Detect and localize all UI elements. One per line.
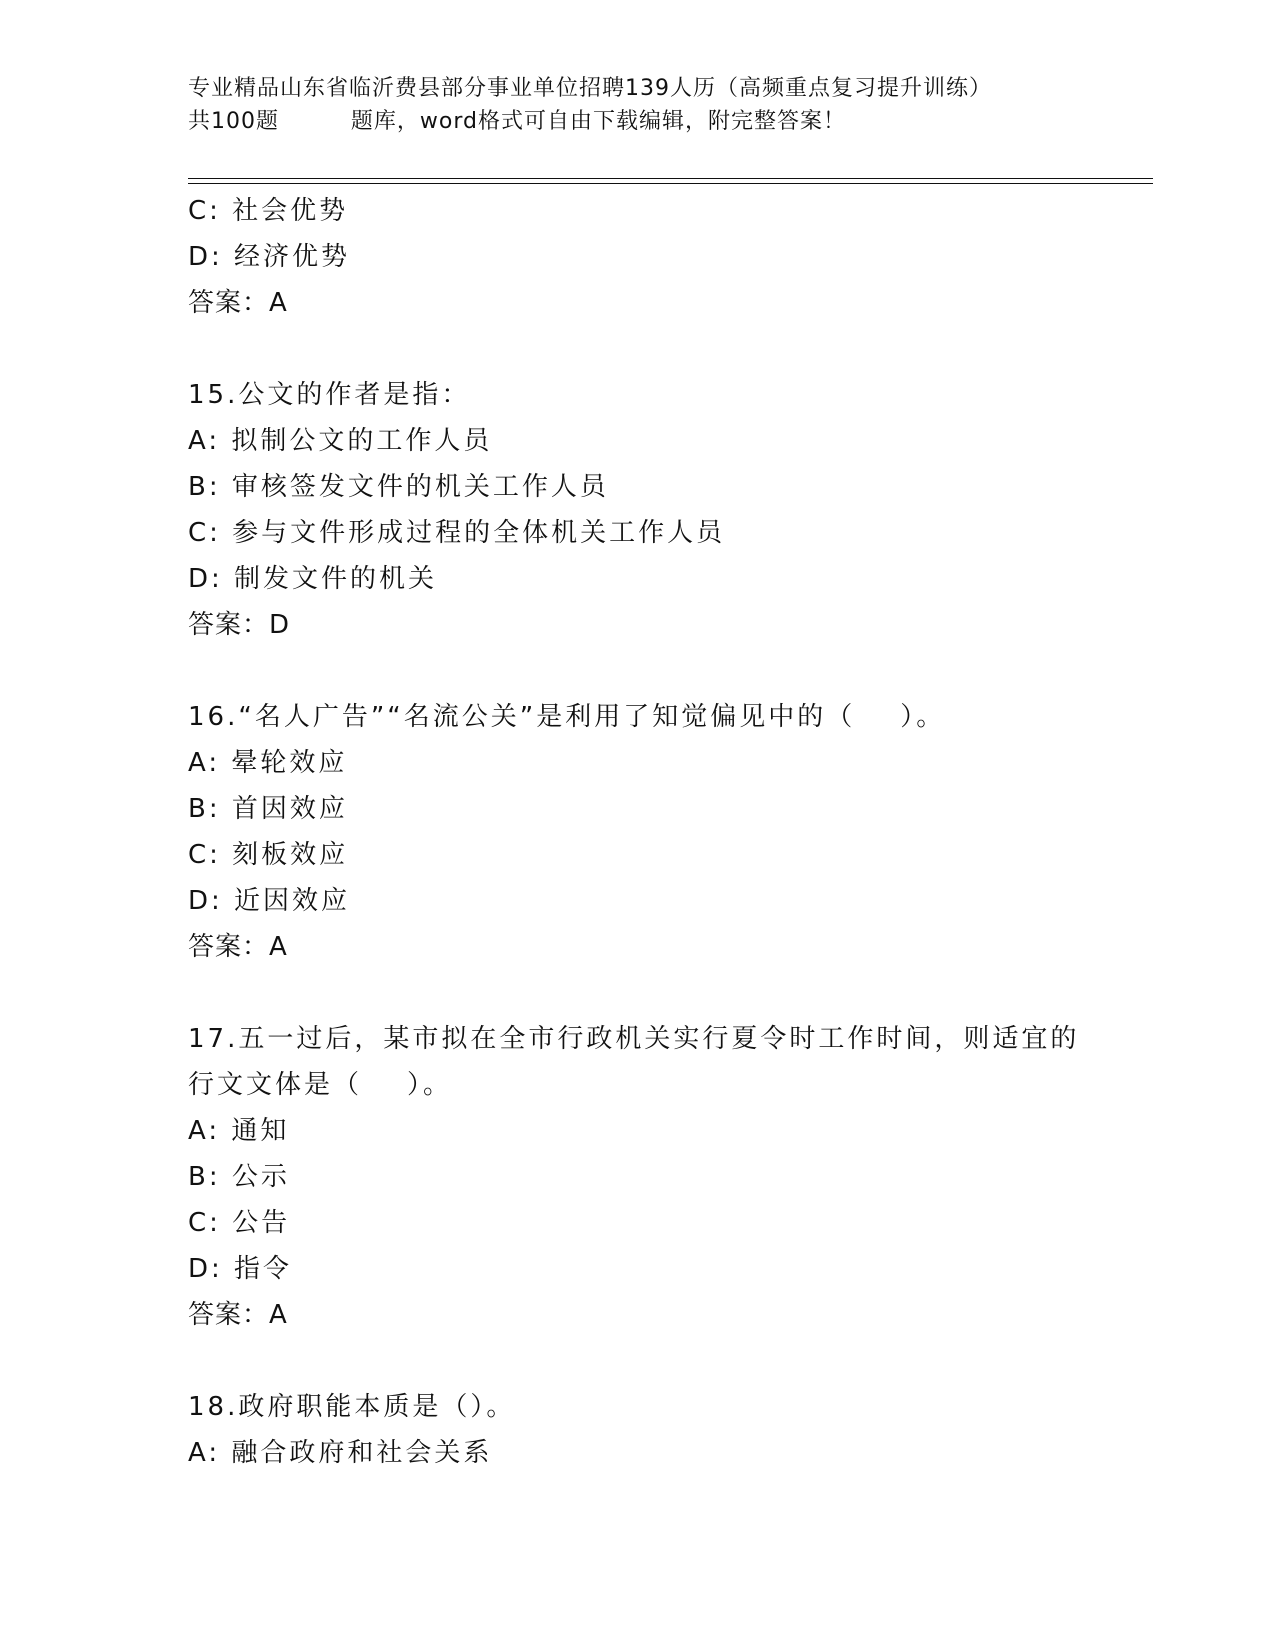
question-block-18	[188, 1384, 1088, 1476]
question-text: 16.“名人广告”“名流公关”是利用了知觉偏见中的（ ）。	[188, 702, 946, 732]
question-text: 15.公文的作者是指：	[188, 380, 471, 410]
answer-line: 答案：A	[188, 288, 288, 318]
question-block-14	[188, 188, 1088, 326]
question-text: 18.政府职能本质是（）。	[188, 1392, 516, 1422]
header-divider-second	[188, 183, 1153, 184]
question-text-continued: 行文文体是（ ）。	[188, 1070, 453, 1100]
question-block-16	[188, 694, 1088, 970]
spacer	[188, 970, 1088, 1016]
option-c: C: 刻板效应	[188, 840, 349, 870]
option-d: D: 近因效应	[188, 886, 351, 916]
option-b: B: 首因效应	[188, 794, 348, 824]
option-a: A: 融合政府和社会关系	[188, 1438, 493, 1468]
answer-line: 答案：A	[188, 932, 288, 962]
header-divider	[188, 178, 1153, 179]
answer-line: 答案：A	[188, 1300, 288, 1330]
option-a: A: 晕轮效应	[188, 748, 348, 778]
spacer	[188, 326, 1088, 372]
answer-line: 答案：D	[188, 610, 291, 640]
header-subtitle: 共100题 题库，word格式可自由下载编辑，附完整答案！	[188, 109, 847, 134]
spacer	[188, 1338, 1088, 1384]
option-d: D: 制发文件的机关	[188, 564, 438, 594]
question-text: 17.五一过后，某市拟在全市行政机关实行夏令时工作时间，则适宜的	[188, 1024, 1080, 1054]
option-b: B: 审核签发文件的机关工作人员	[188, 472, 609, 502]
option-c: C: 公告	[188, 1208, 291, 1238]
option-d: D: 指令	[188, 1254, 293, 1284]
option-b: B: 公示	[188, 1162, 290, 1192]
question-block-17	[188, 1016, 1088, 1338]
header-title: 专业精品山东省临沂费县部分事业单位招聘139人历（高频重点复习提升训练）	[188, 76, 992, 101]
option-a: A: 拟制公文的工作人员	[188, 426, 493, 456]
question-block-15	[188, 372, 1088, 648]
option-c: C: 参与文件形成过程的全体机关工作人员	[188, 518, 726, 548]
spacer	[188, 648, 1088, 694]
option-a: A: 通知	[188, 1116, 290, 1146]
page-header	[188, 72, 1088, 138]
question-list	[188, 188, 1088, 1476]
option-d: D: 经济优势	[188, 242, 351, 272]
option-c: C: 社会优势	[188, 196, 349, 226]
